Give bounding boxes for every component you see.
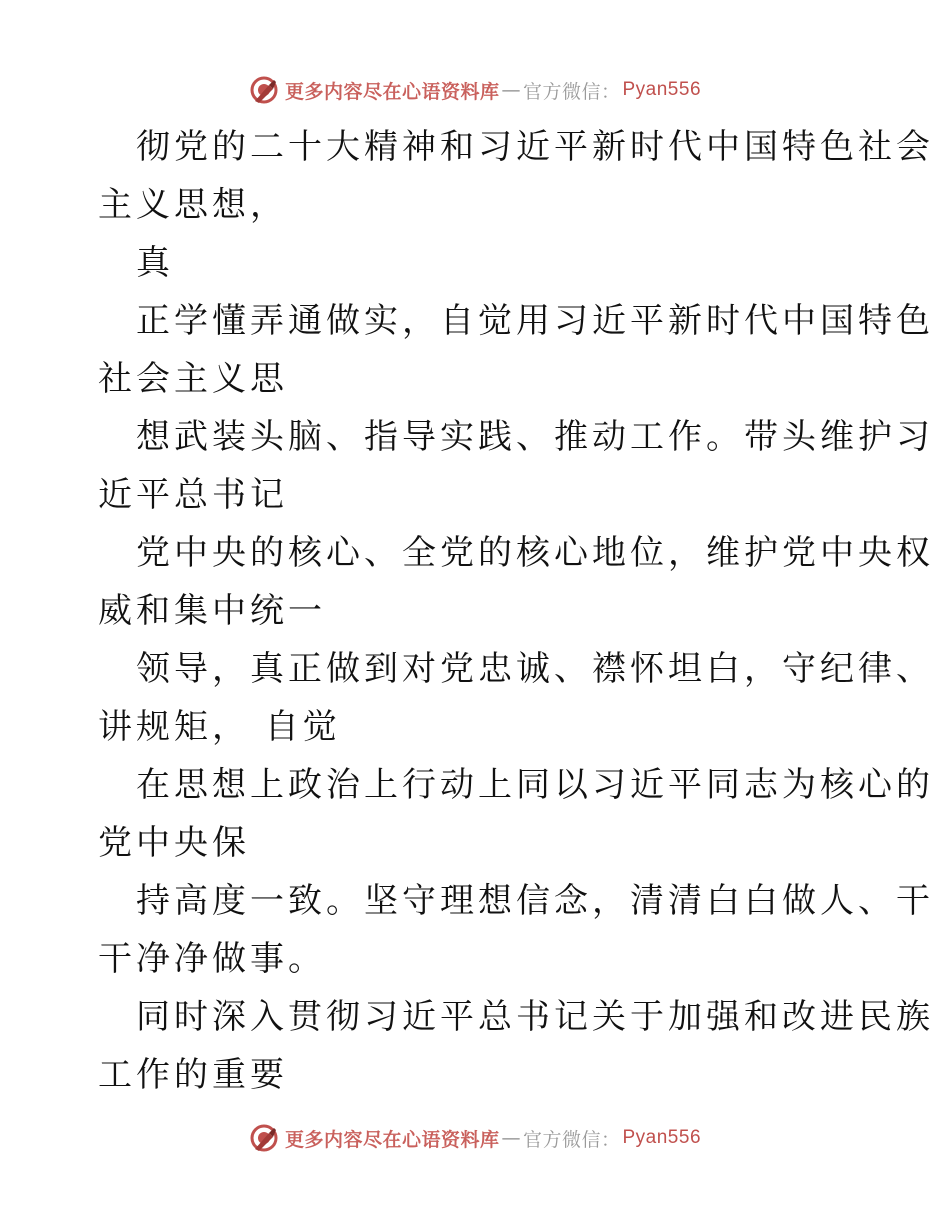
- text-line: 正学懂弄通做实，自觉用习近平新时代中国特色: [136, 301, 934, 341]
- text-line: 真: [136, 243, 174, 283]
- footer-brand: 更多内容尽在心语资料库: [284, 1128, 500, 1151]
- text-line: 彻党的二十大精神和习近平新时代中国特色社会: [136, 127, 934, 167]
- text-line: 党中央保: [98, 823, 250, 863]
- text-line: 威和集中统一: [98, 591, 326, 631]
- pen-logo-icon: [249, 1123, 279, 1153]
- text-line: 讲规矩， 自觉: [98, 707, 341, 747]
- footer-watermark: [0, 1118, 950, 1158]
- text-line: 工作的重要: [98, 1055, 288, 1095]
- text-line: 想武装头脑、指导实践、推动工作。带头维护习: [136, 417, 934, 457]
- header-dash: —: [501, 79, 521, 101]
- header-brand: 更多内容尽在心语资料库: [284, 80, 500, 103]
- text-line: 同时深入贯彻习近平总书记关于加强和改进民族: [136, 997, 934, 1037]
- text-line: 干净净做事。: [98, 939, 326, 979]
- header-wechat-id: Pyan556: [622, 79, 702, 100]
- text-line: 党中央的核心、全党的核心地位，维护党中央权: [136, 533, 934, 573]
- pen-logo-icon: [249, 75, 279, 105]
- footer-official-label: 官方微信：: [522, 1128, 621, 1151]
- footer-wechat-id: Pyan556: [622, 1127, 702, 1148]
- text-line: 近平总书记: [98, 475, 288, 515]
- footer-dash: —: [501, 1127, 521, 1149]
- text-line: 主义思想，: [98, 185, 288, 225]
- text-line: 在思想上政治上行动上同以习近平同志为核心的: [136, 765, 934, 805]
- header-watermark: [0, 70, 950, 110]
- text-line: 领导，真正做到对党忠诚、襟怀坦白，守纪律、: [136, 649, 934, 689]
- text-line: 社会主义思: [98, 359, 288, 399]
- text-line: 持高度一致。坚守理想信念，清清白白做人、干: [136, 881, 934, 921]
- document-body: [98, 118, 934, 1104]
- header-official-label: 官方微信：: [522, 80, 621, 103]
